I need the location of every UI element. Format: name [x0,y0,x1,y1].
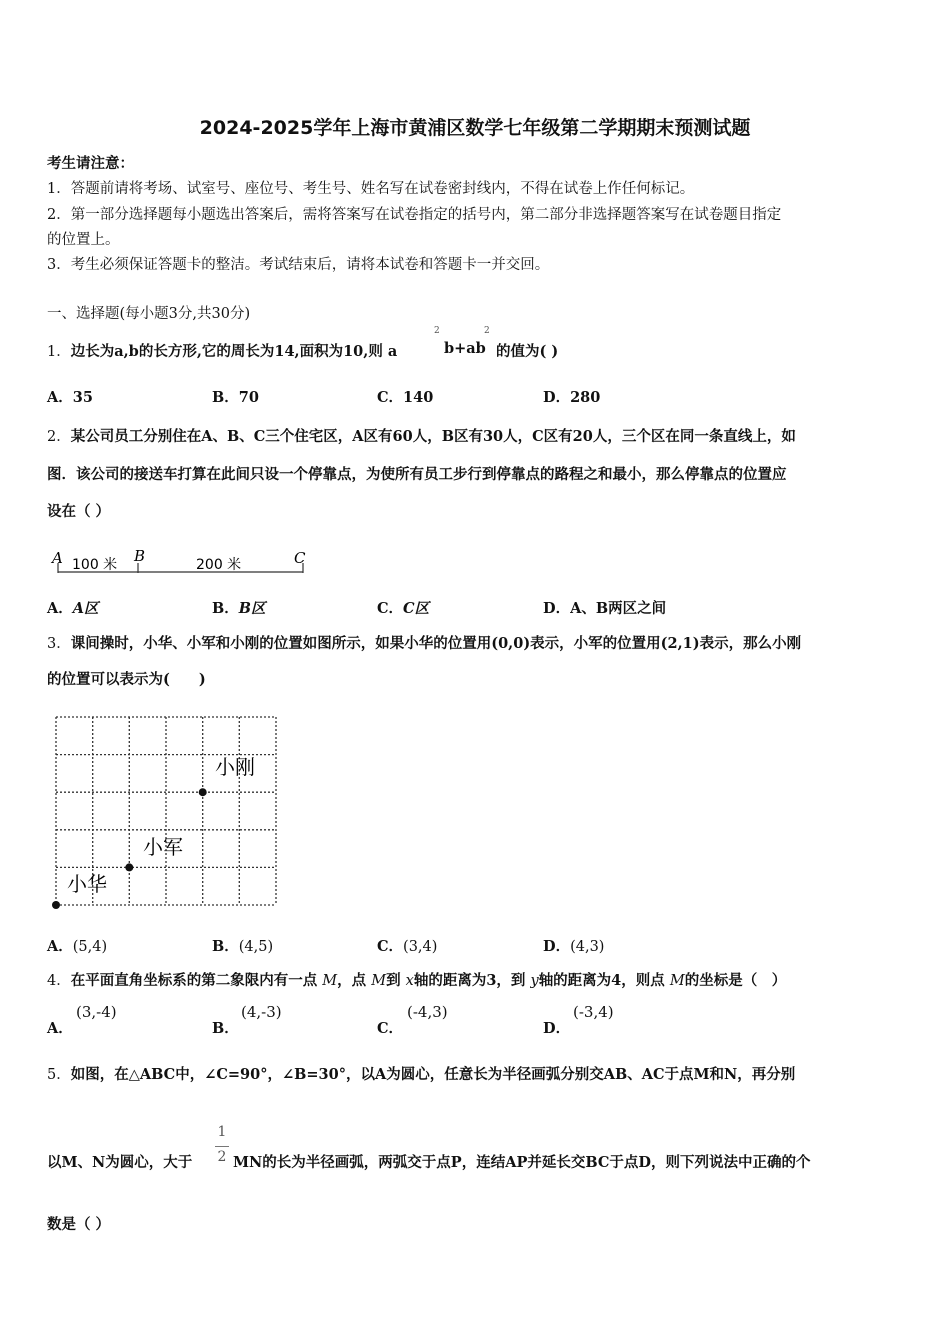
page-title: 2024-2025学年上海市黄浦区数学七年级第二学期期末预测试题 [199,117,751,139]
point-a-label: A [52,549,63,567]
question-2-line: 图．该公司的接送车打算在此间只设一个停靠点，为使所有员工步行到停靠点的路程之和最小，那么停靠点的位置应 [47,466,787,483]
option-a-value: (3,-4) [76,1003,117,1021]
option-c[interactable]: C．(3,4) [377,938,438,955]
point-c-label: C [294,549,306,567]
xiaojun-point [125,863,133,871]
distance-ab-label: 100 米 [72,557,118,573]
fraction-bar [215,1146,229,1147]
option-b[interactable]: B．B区 [212,600,266,617]
question-1 [47,340,397,361]
option-c-value: (-4,3) [407,1003,448,1021]
fraction-numerator: 1 [217,1124,227,1140]
question-5-line: 以M、N为圆心，大于 [47,1154,193,1171]
q1-exponent: 2 [484,326,490,336]
question-4: 4．在平面直角坐标系的第二象限内有一点 M，点 M到 x轴的距离为3，到 y轴的距离为4，则点 M的坐标是（ ） [47,972,787,989]
question-number: 1． [47,344,71,360]
option-a[interactable]: A．(5,4) [47,938,108,955]
option-d[interactable]: D．(4,3) [543,938,605,955]
question-3-line: 3．课间操时，小华、小军和小刚的位置如图所示，如果小华的位置用(0,0)表示，小军的位置用(2,1)表示，那么小刚 [47,635,802,652]
distance-figure [48,545,313,579]
question-5-line: 5．如图，在△ABC中，∠C=90°，∠B=30°，以A为圆心，任意长为半径画弧分别交AB、AC于点M和N，再分别 [47,1066,796,1083]
option-d-value: (-3,4) [573,1003,614,1021]
option-a[interactable]: A．35 [47,389,93,406]
option-b[interactable]: B．70 [212,389,259,406]
question-2-line: 设在（ ） [47,503,111,520]
option-d-label[interactable]: D． [543,1020,571,1037]
q1-text-b: b+ab [444,340,486,357]
option-d[interactable]: D．280 [543,389,601,406]
xiaojun-label: 小军 [143,835,183,859]
option-b[interactable]: B．(4,5) [212,938,274,955]
option-a[interactable]: A．A区 [47,600,99,617]
option-b-label[interactable]: B． [212,1020,239,1037]
option-d[interactable]: D．A、B两区之间 [543,600,667,617]
xiaohua-point [52,901,60,909]
notice-item: 1．答题前请将考场、试室号、座位号、考生号、姓名写在试卷密封线内，不得在试卷上作任何标记。 [47,181,695,197]
option-a-label[interactable]: A． [47,1020,73,1037]
option-c[interactable]: C．C区 [377,600,430,617]
q1-exponent: 2 [434,326,440,336]
question-5-line: 数是（ ） [47,1216,111,1233]
option-c[interactable]: C．140 [377,389,434,406]
fraction-denominator: 2 [217,1149,227,1165]
option-c-label[interactable]: C． [377,1020,404,1037]
question-5-line: MN的长为半径画弧，两弧交于点P，连结AP并延长交BC于点D，则下列说法中正确的个 [233,1154,811,1171]
question-3-line: 的位置可以表示为( ) [47,671,206,688]
section-heading: 一、选择题(每小题3分,共30分) [47,306,251,322]
xiaohua-label: 小华 [67,872,107,896]
question-2-line: 2．某公司员工分别住在A、B、C三个住宅区，A区有60人，B区有30人，C区有20人，三个区在同一条直线上，如 [47,428,796,445]
xiaogang-point [199,788,207,796]
notice-item: 2．第一部分选择题每小题选出答案后，需将答案写在试卷指定的括号内，第二部分非选择题答案写在试卷题目指定 [47,207,782,223]
point-b-label: B [134,547,146,565]
xiaogang-label: 小刚 [215,755,255,779]
q1-text-a: 边长为a,b的长方形,它的周长为14,面积为10,则 a [70,343,398,360]
option-b-value: (4,-3) [241,1003,282,1021]
distance-bc-label: 200 米 [196,557,242,573]
notice-heading: 考生请注意： [47,155,134,172]
position-grid-figure [50,712,282,912]
q1-text-c: 的值为( ) [496,343,559,360]
notice-item: 3．考生必须保证答题卡的整洁。考试结束后，请将本试卷和答题卡一并交回。 [47,257,550,273]
notice-item: 的位置上。 [47,232,120,248]
